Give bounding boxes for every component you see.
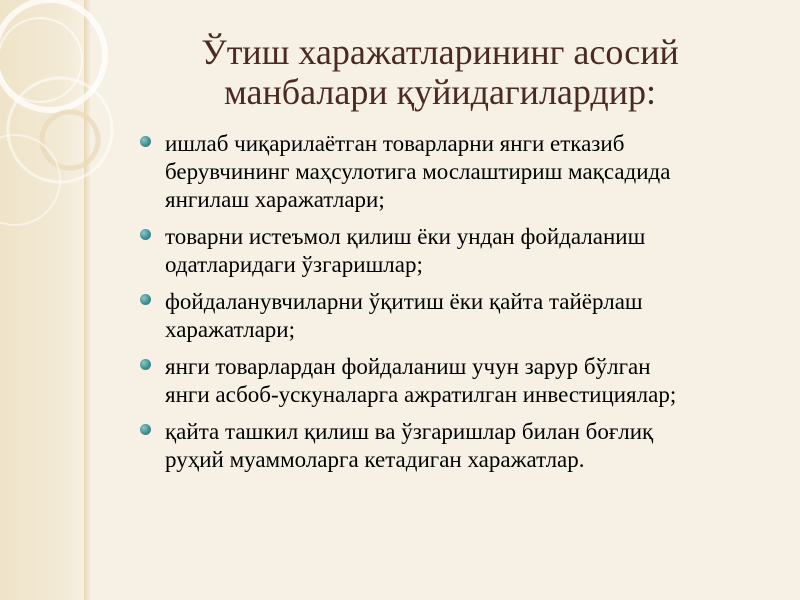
bullet-text-line: қайта ташкил қилиш ва ўзгаришлар билан боғлиқ (165, 419, 654, 444)
bullet-text-line: одатларидаги ўзгаришлар; (165, 252, 423, 277)
bullet-dot-icon (140, 424, 151, 435)
bullet-dot-icon (140, 294, 151, 305)
bullet-text-line: товарни истеъмол қилиш ёки ундан фойдаланиш (165, 224, 646, 249)
slide-title (120, 32, 760, 112)
bullet-item (140, 418, 780, 474)
bullet-item (140, 288, 780, 344)
bullet-text-line: янгилаш харажатлари; (165, 187, 385, 212)
bullet-text-line: харажатлари; (165, 317, 295, 342)
bullet-text-line: фойдаланувчиларни ўқитиш ёки қайта тайёрлаш (165, 289, 643, 314)
slide-title-line: манбалари қуйидагилардир: (224, 72, 656, 112)
bullet-text-line: янги асбоб-ускуналарга ажратилган инвестициялар; (165, 382, 677, 407)
slide-title-line: Ўтиш харажатларининг асосий (201, 32, 679, 72)
bullet-dot-icon (140, 136, 151, 147)
bullet-text-line: ишлаб чиқарилаётган товарларни янги етказиб (165, 131, 625, 156)
bullet-text-line: берувчининг маҳсулотига мослаштириш мақсадида (165, 159, 671, 184)
bullet-item (140, 353, 780, 409)
bullet-text-line: руҳий муаммоларга кетадиган харажатлар. (165, 447, 585, 472)
bullet-text-line: янги товарлардан фойдаланиш учун зарур бўлган (165, 354, 651, 379)
bullet-dot-icon (140, 229, 151, 240)
bullet-list (140, 130, 780, 483)
bullet-item (140, 130, 780, 214)
bullet-dot-icon (140, 359, 151, 370)
bullet-item (140, 223, 780, 279)
